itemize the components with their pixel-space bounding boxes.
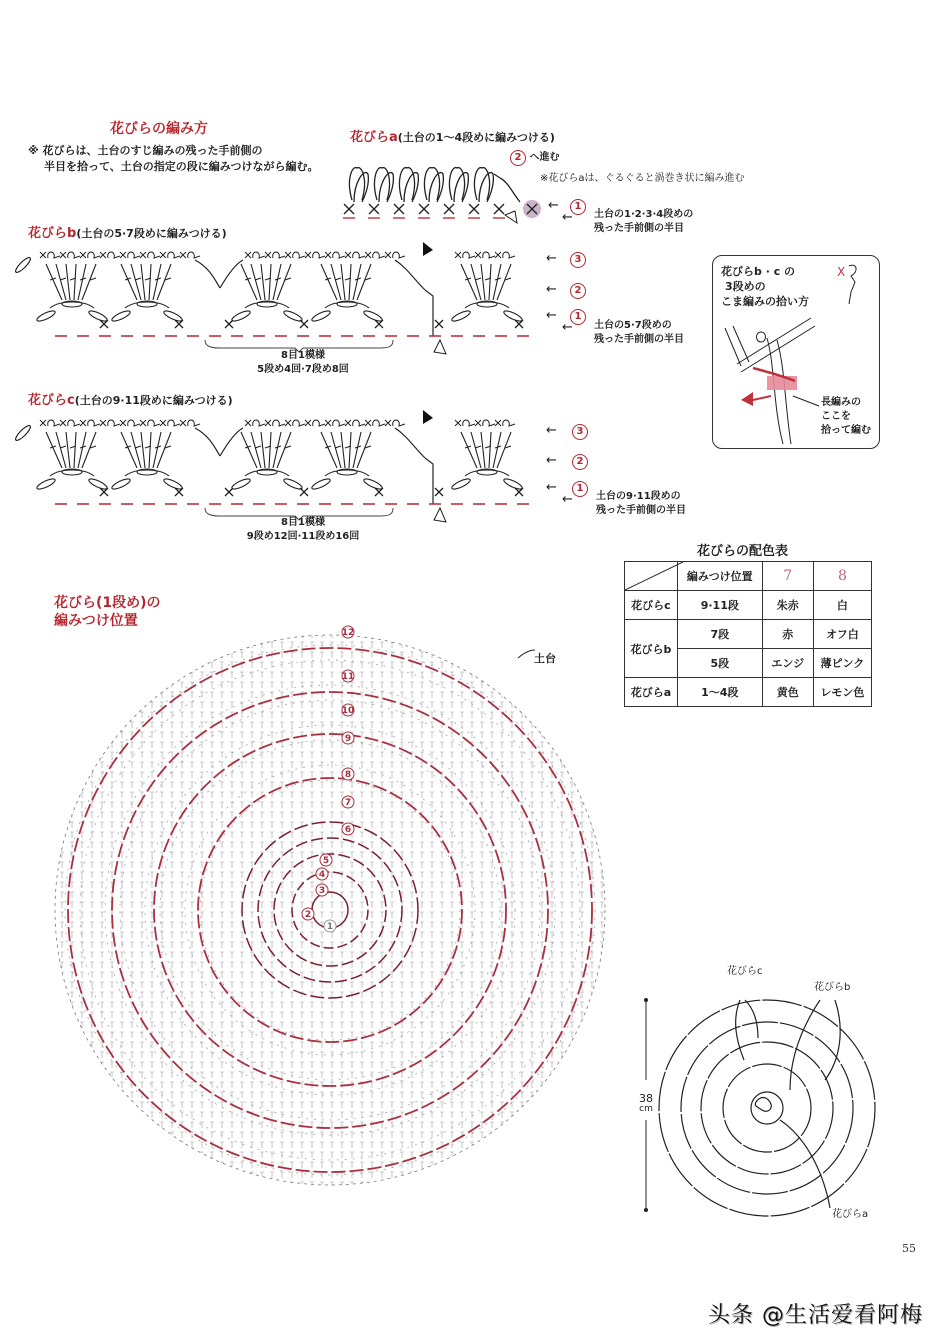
petal-a-title: 花びらa	[350, 130, 398, 145]
row-position: 1〜4段	[677, 678, 762, 707]
round-num-12: 12	[341, 628, 355, 638]
petal-c-subtitle: (土台の9·11段めに編みつける)	[74, 394, 233, 407]
round-marker-1: 1	[572, 481, 588, 497]
color-table	[624, 561, 872, 707]
finished-label-petal-a: 花びらa	[832, 1209, 869, 1220]
petal-a-pickup-line2: 残った手前側の半目	[594, 223, 684, 234]
row-petal: 花びらc	[625, 591, 678, 620]
round-num-2: 2	[304, 910, 312, 920]
petal-a-pickup-line1: 土台の1·2·3·4段めの	[594, 209, 694, 220]
round-num-7: 7	[344, 798, 352, 808]
petal-c-pickup-line2: 残った手前側の半目	[596, 505, 686, 516]
row-petal: 花びらa	[625, 678, 678, 707]
round-chart-title-line1: 花びら(1段め)の	[54, 595, 161, 611]
inset-callout-line3: 拾って編む	[821, 425, 871, 436]
round-marker-2: 2	[570, 283, 586, 299]
row-color-8: オフ白	[813, 620, 871, 649]
howto-title: 花びらの編み方	[110, 121, 208, 137]
finished-label-petal-b: 花びらb	[814, 982, 851, 993]
round-marker-1: 1	[570, 309, 586, 325]
svg-text:X: X	[837, 265, 846, 279]
inset-callout-line2: ここを	[821, 411, 851, 422]
round-num-1: 1	[326, 922, 334, 932]
petal-b-row1-arrow: ←	[546, 308, 557, 323]
round-chart-title-line2: 編みつけ位置	[54, 613, 138, 629]
row-position: 9·11段	[677, 591, 762, 620]
row-color-8: 薄ピンク	[813, 649, 871, 678]
howto-note-line1: ※ 花びらは、土台のすじ編みの残った手前側の	[28, 144, 263, 157]
round-marker-3: 3	[570, 252, 586, 268]
row-color-7: 黄色	[762, 678, 813, 707]
size-unit: cm	[639, 1104, 653, 1114]
header-position: 編みつけ位置	[677, 562, 762, 591]
table-row	[625, 620, 872, 649]
petal-c-repeat-line2: 9段め12回·11段め16回	[246, 531, 360, 542]
petal-a-spiral-note: ※花びらaは、ぐるぐると渦巻き状に編み進む	[540, 173, 745, 184]
petal-a-heading	[350, 126, 555, 145]
petal-c-pickup-line1: 土台の9·11段めの	[596, 491, 681, 502]
row-color-7: 朱赤	[762, 591, 813, 620]
row-position: 7段	[677, 620, 762, 649]
table-row	[625, 591, 872, 620]
round-num-5: 5	[322, 856, 330, 866]
color-table-title: 花びらの配色表	[697, 544, 789, 559]
petal-c-heading	[28, 389, 233, 408]
round-num-10: 10	[341, 706, 355, 716]
round-num-3: 3	[318, 886, 326, 896]
round-stitch-chart	[30, 630, 630, 1190]
round-marker-3: 3	[572, 424, 588, 440]
color-table-header-row	[625, 562, 872, 591]
row-color-8: レモン色	[813, 678, 871, 707]
round-num-6: 6	[344, 825, 352, 835]
petal-b-title: 花びらb	[28, 226, 77, 241]
petal-b-row3-arrow: ←	[546, 251, 557, 266]
petal-c-row3-arrow: ←	[546, 423, 557, 438]
petal-a-step2-label: へ進む	[529, 152, 560, 163]
header-color-8: 8	[813, 562, 871, 591]
round-marker-2: 2	[510, 150, 526, 166]
petal-a-subtitle: (土台の1〜4段めに編みつける)	[397, 131, 555, 144]
row-color-7: 赤	[762, 620, 813, 649]
inset-line2: 3段めの	[725, 280, 766, 293]
petal-c-repeat-line1: 8目1模様	[281, 517, 325, 528]
petal-a-stitch-chart	[340, 160, 540, 230]
round-marker-2: 2	[572, 454, 588, 470]
petal-b-pickup-line1: 土台の5·7段めの	[594, 320, 672, 331]
base-label: 土台	[534, 652, 556, 665]
inset-line3: こま編みの拾い方	[721, 295, 809, 308]
petal-b-pickup-arrow: ←	[562, 320, 573, 335]
petal-c-stitch-chart	[15, 408, 535, 528]
petal-b-row2-arrow: ←	[546, 282, 557, 297]
color-table-corner	[625, 562, 678, 591]
row-color-8: 白	[813, 591, 871, 620]
howto-note-line2: 半目を拾って、土台の指定の段に編みつけながら編む。	[44, 160, 319, 173]
header-color-7: 7	[762, 562, 813, 591]
round-num-8: 8	[344, 770, 352, 780]
row-color-7: エンジ	[762, 649, 813, 678]
petal-c-pickup-arrow: ←	[562, 492, 573, 507]
petal-b-heading	[28, 222, 227, 241]
size-value: 38	[639, 1092, 653, 1105]
inset-callout-line1: 長編みの	[821, 397, 861, 408]
petal-b-repeat-line2: 5段め4回·7段め8回	[257, 364, 349, 375]
round-num-4: 4	[318, 870, 326, 880]
petal-a-pickup-arrow: ←	[562, 210, 573, 225]
petal-c-title: 花びらc	[28, 393, 75, 408]
table-row	[625, 678, 872, 707]
hook-illustration	[713, 256, 879, 448]
round-num-11: 11	[341, 672, 355, 682]
petal-b-subtitle: (土台の5·7段めに編みつける)	[76, 227, 227, 240]
finished-flower-diagram	[640, 980, 900, 1220]
page-number: 55	[902, 1242, 916, 1255]
watermark: 头条 @生活爱看阿梅	[708, 1303, 923, 1328]
inset-line1: 花びらb · c の	[721, 265, 796, 278]
petal-c-row2-arrow: ←	[546, 453, 557, 468]
row-position: 5段	[677, 649, 762, 678]
row-petal: 花びらb	[625, 620, 678, 678]
petal-a-row1-arrow: ←	[548, 198, 559, 213]
petal-b-stitch-chart	[15, 240, 535, 360]
petal-b-pickup-line2: 残った手前側の半目	[594, 334, 684, 345]
petal-c-row1-arrow: ←	[546, 480, 557, 495]
finished-label-petal-c: 花びらc	[727, 966, 763, 977]
round-marker-1: 1	[570, 199, 586, 215]
round-num-9: 9	[344, 734, 352, 744]
pickup-method-inset	[712, 255, 880, 449]
petal-b-repeat-line1: 8目1模様	[281, 350, 325, 361]
